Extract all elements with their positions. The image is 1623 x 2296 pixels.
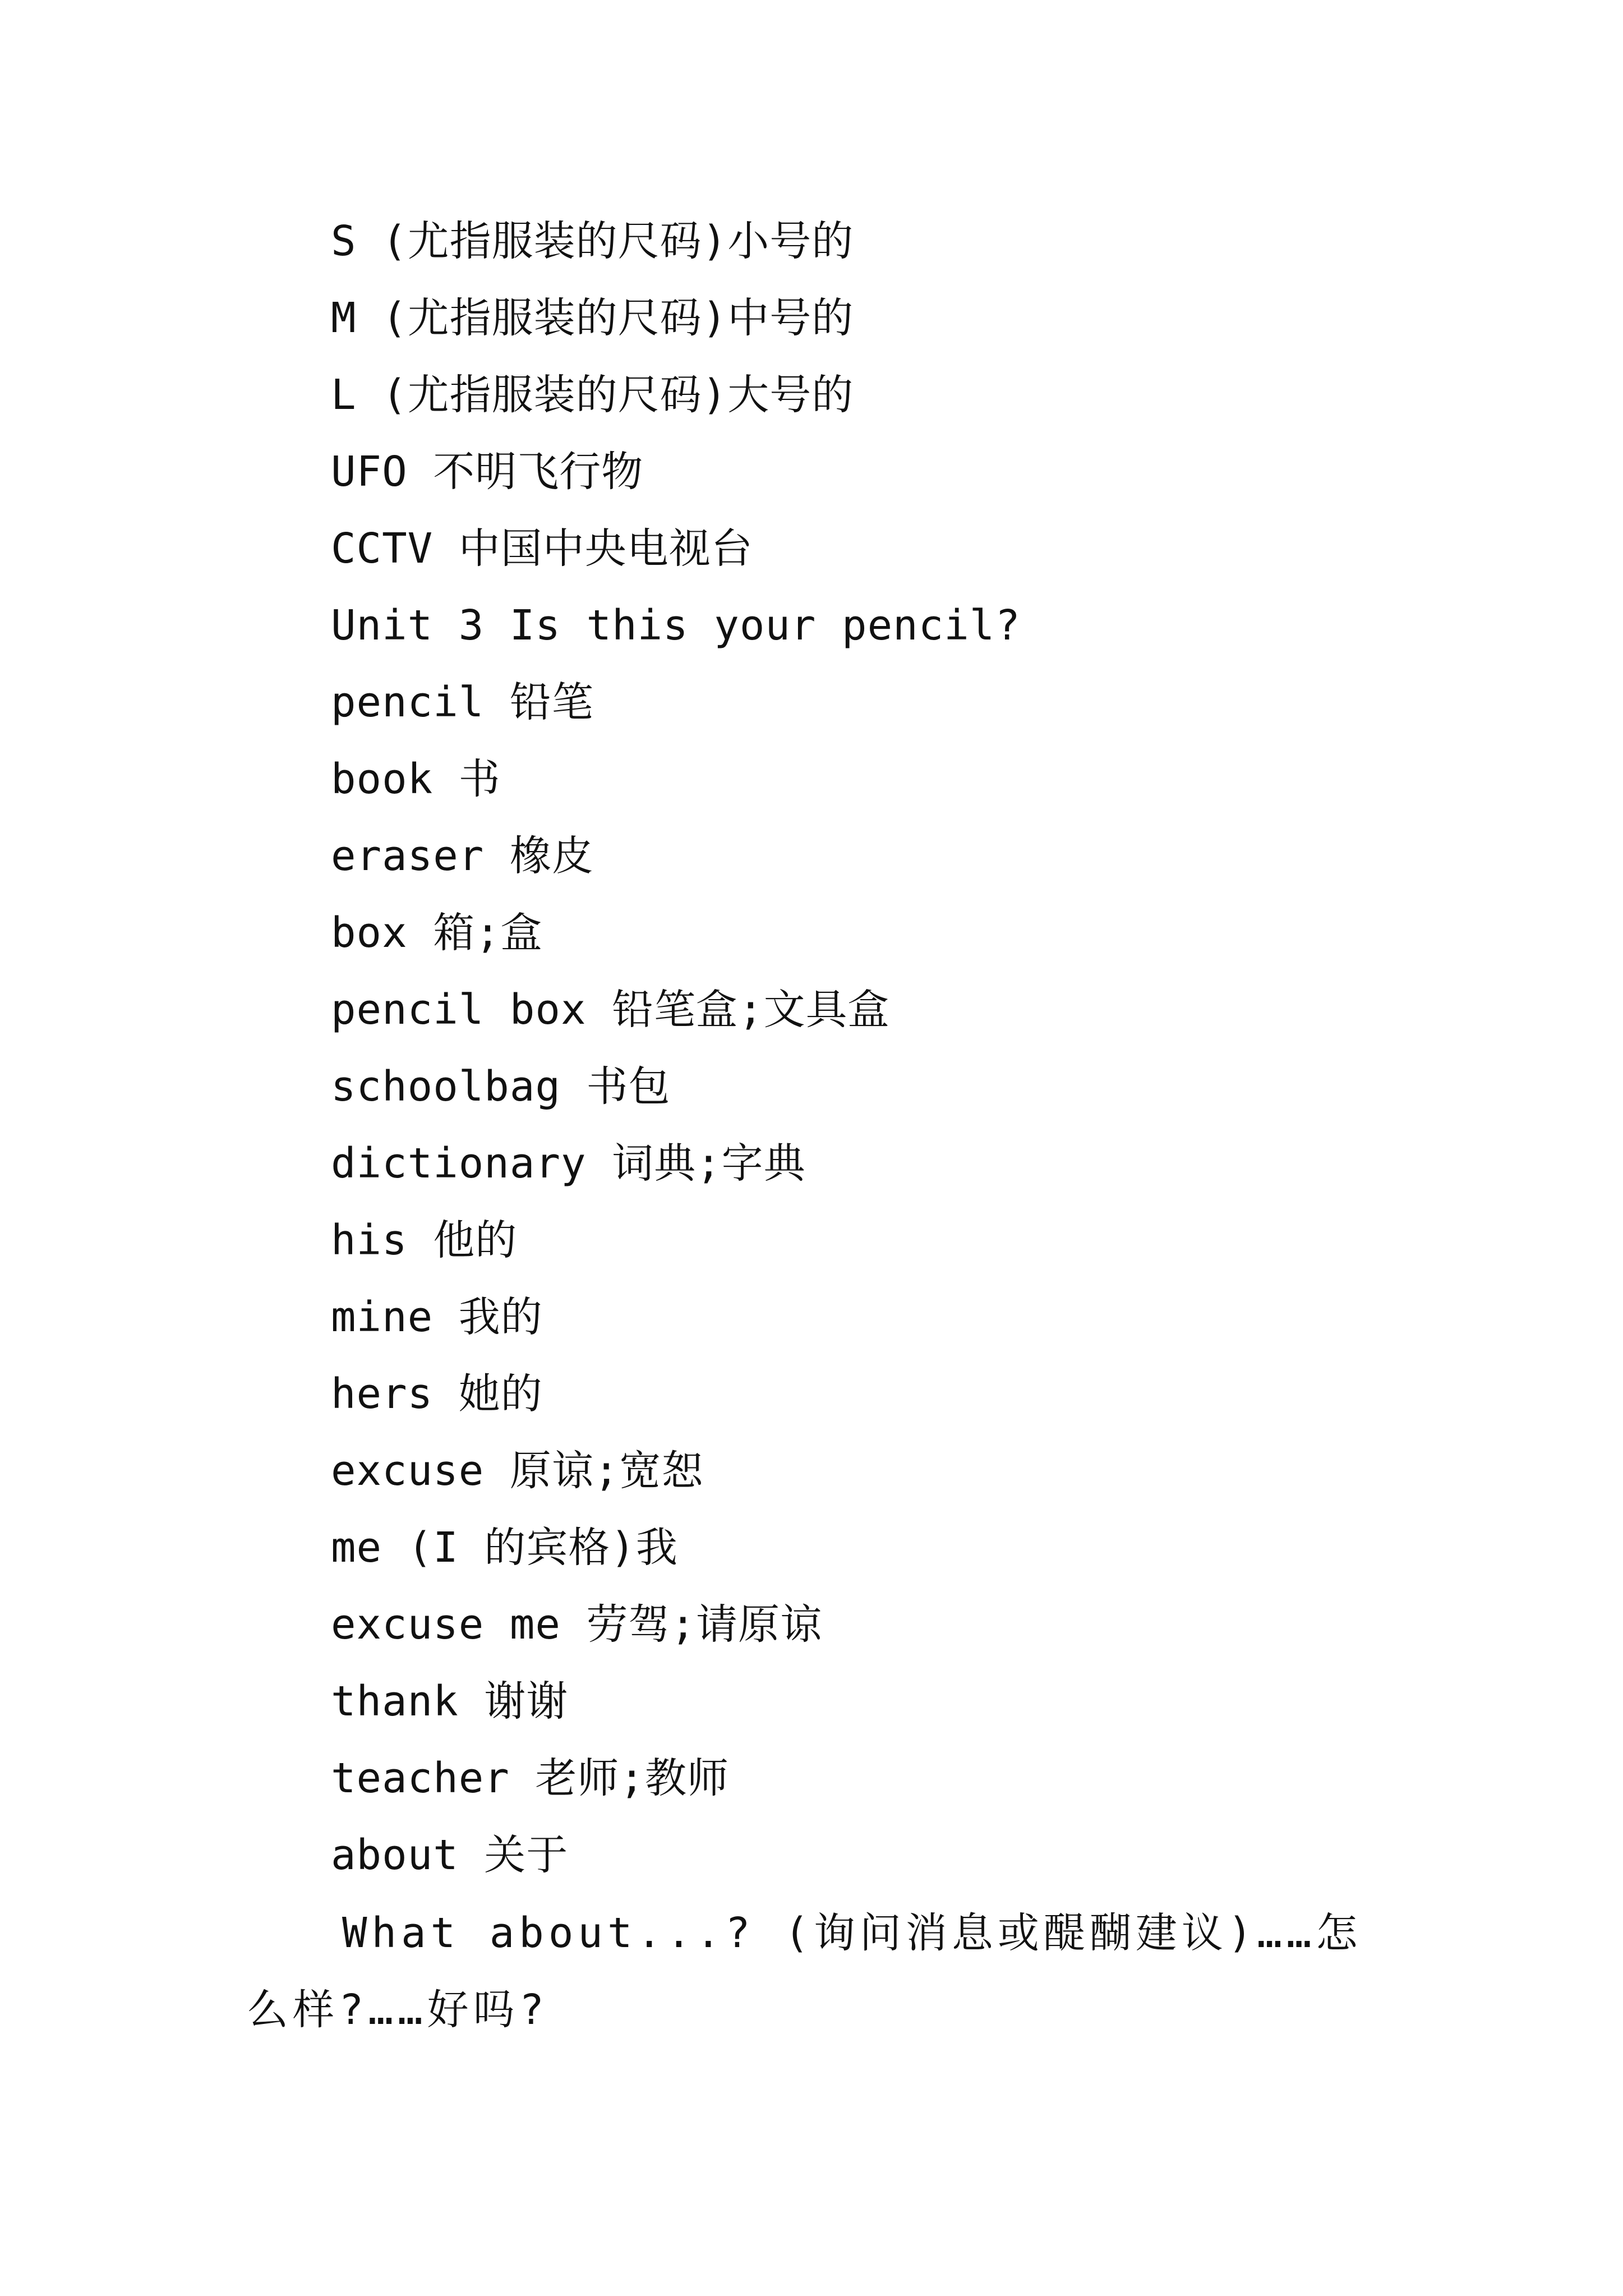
vocab-line: mine 我的 (331, 1293, 543, 1341)
vocab-line: teacher 老师;教师 (331, 1754, 729, 1802)
unit-heading: Unit 3 Is this your pencil? (331, 601, 1021, 650)
vocab-line: excuse 原谅;宽恕 (331, 1447, 704, 1495)
vocab-line: S (尤指服装的尺码)小号的 (331, 217, 854, 265)
vocab-line: dictionary 词典;字典 (331, 1139, 806, 1188)
vocab-line: thank 谢谢 (331, 1677, 569, 1726)
vocab-line: M (尤指服装的尺码)中号的 (331, 294, 854, 342)
vocab-line: book 书 (331, 755, 501, 803)
vocab-line: pencil box 铅笔盒;文具盒 (331, 986, 890, 1034)
vocab-line: eraser 橡皮 (331, 832, 594, 880)
vocabulary-list (331, 214, 1021, 1905)
vocab-line: about 关于 (331, 1831, 569, 1879)
vocab-line: his 他的 (331, 1216, 518, 1264)
closing-paragraph: What about...? (询问消息或醍醐建议)……怎么样?……好吗? (247, 1909, 1362, 2034)
vocab-line: hers 她的 (331, 1370, 543, 1418)
vocab-line: CCTV 中国中央电视台 (331, 524, 753, 573)
vocab-line: schoolbag 书包 (331, 1062, 671, 1111)
vocab-line: UFO 不明飞行物 (331, 448, 644, 496)
vocab-line: box 箱;盒 (331, 909, 543, 957)
vocab-line: me (I 的宾格)我 (331, 1524, 678, 1572)
vocab-line: pencil 铅笔 (331, 678, 594, 726)
vocab-line: L (尤指服装的尺码)大号的 (331, 371, 854, 419)
vocab-line: excuse me 劳驾;请原谅 (331, 1600, 823, 1649)
